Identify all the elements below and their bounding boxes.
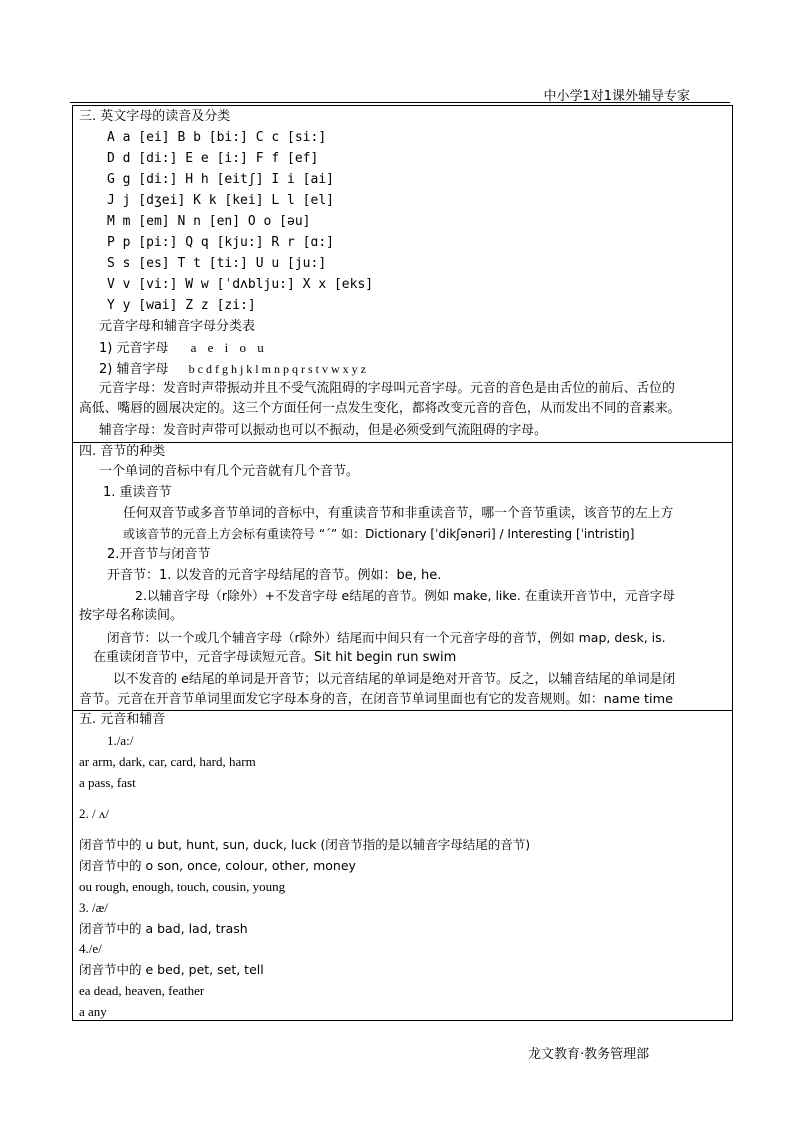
vowel-definition-1: 元音字母：发音时声带振动并且不受气流阻碍的字母叫元音字母。元音的音色是由舌位的前后、舌位的 bbox=[99, 381, 675, 396]
closed-syllable-line-2: 在重读闭音节中，元音字母读短元音。Sit hit begin run swim bbox=[93, 650, 457, 665]
letter-row-2: D d [di:] E e [i:] F f [ef] bbox=[107, 151, 319, 166]
letter-row-9: Y y [wai] Z z [zi:] bbox=[107, 298, 256, 313]
closed-syllable-line-1: 闭音节：以一个或几个辅音字母（r除外）结尾而中间只有一个元音字母的音节，例如 map, desk, is. bbox=[107, 630, 666, 645]
consonants-letters: b c d f g h j k l m n p q r s t v w x y z bbox=[188, 362, 366, 376]
consonant-definition: 辅音字母：发音时声带可以振动也可以不振动，但是必须受到气流阻碍的字母。 bbox=[99, 423, 547, 438]
consonants-label: 2) 辅音字母 bbox=[99, 362, 169, 377]
letter-row-1: A a [ei] B b [bi:] C c [si:] bbox=[107, 130, 327, 145]
section4-title: 四. 音节的种类 bbox=[79, 444, 166, 459]
sound-4-a: a any bbox=[79, 1004, 107, 1019]
sound-1-title: 1./a:/ bbox=[107, 733, 134, 748]
silent-e-line-1: 以不发音的 e结尾的单词是开音节；以元音结尾的单词是绝对开音节。反之，以辅音结尾的单词是闭 bbox=[113, 672, 676, 687]
letter-row-6: P p [pi:] Q q [kju:] R r [ɑ:] bbox=[107, 235, 334, 250]
sound-1-a: a pass, fast bbox=[79, 775, 136, 790]
classification-table-title: 元音字母和辅音字母分类表 bbox=[99, 319, 256, 334]
sound-3-a: 闭音节中的 a bad, lad, trash bbox=[79, 921, 248, 936]
open-syllable-line-3: 按字母名称读间。 bbox=[79, 608, 184, 623]
stressed-syllable-line-1: 任何双音节或多音节单词的音标中，有重读音节和非重读音节，哪一个音节重读，该音节的左上方 bbox=[123, 506, 674, 521]
stressed-syllable-line-2: 或该音节的元音上方会标有重读符号 “ˊ” 如：Dictionary [ˈdikʃənəri] / Interesting [ˈintristiŋ] bbox=[123, 527, 635, 541]
content-box bbox=[72, 105, 733, 1021]
footer-text: 龙文教育·教务管理部 bbox=[528, 1047, 650, 1062]
letter-row-3: G g [di:] H h [eitʃ] I i [ai] bbox=[107, 172, 334, 187]
sound-2-title: 2. / ʌ/ bbox=[79, 806, 109, 821]
section5-title: 五. 元音和辅音 bbox=[79, 712, 166, 727]
sound-4-title: 4./e/ bbox=[79, 941, 102, 956]
sound-3-title: 3. /æ/ bbox=[79, 900, 108, 915]
open-syllable-line-2: 2.以辅音字母（r除外）+不发音字母 e结尾的音节。例如 make, like. 在重读开音节中，元音字母 bbox=[135, 588, 675, 603]
letter-row-4: J j [dʒei] K k [kei] L l [el] bbox=[107, 193, 334, 208]
letter-row-7: S s [es] T t [ti:] U u [ju:] bbox=[107, 256, 327, 271]
open-syllable-line-1: 开音节：1. 以发音的元音字母结尾的音节。例如：be, he. bbox=[107, 568, 442, 583]
header-title: 中小学1对1课外辅导专家 bbox=[543, 89, 690, 104]
vowels-label: 1) 元音字母 bbox=[99, 341, 169, 356]
sound-2-o: 闭音节中的 o son, once, colour, other, money bbox=[79, 858, 356, 873]
sound-2-ou: ou rough, enough, touch, cousin, young bbox=[79, 879, 286, 894]
sound-4-ea: ea dead, heaven, feather bbox=[79, 983, 205, 998]
stressed-syllable-title: 1. 重读音节 bbox=[103, 485, 172, 500]
consonants-row bbox=[99, 360, 366, 379]
letter-row-8: V v [vi:] W w [ˈdʌblju:] X x [eks] bbox=[107, 277, 374, 292]
header-rule bbox=[70, 102, 730, 103]
section-divider bbox=[73, 442, 732, 443]
syllable-intro: 一个单词的音标中有几个元音就有几个音节。 bbox=[99, 464, 360, 479]
section3-title: 三. 英文字母的读音及分类 bbox=[79, 109, 231, 124]
open-closed-title: 2.开音节与闭音节 bbox=[107, 547, 211, 562]
section-divider bbox=[73, 710, 732, 711]
silent-e-line-2: 音节。元音在开音节单词里面发它字母本身的音，在闭音节单词里面也有它的发音规则。如：name time bbox=[79, 692, 673, 707]
vowels-letters: a e i o u bbox=[190, 340, 264, 355]
letter-row-5: M m [em] N n [en] O o [əu] bbox=[107, 214, 311, 229]
sound-4-e: 闭音节中的 e bed, pet, set, tell bbox=[79, 962, 264, 977]
vowel-definition-2: 高低、嘴唇的圆展决定的。这三个方面任何一点发生变化，都将改变元音的音色，从而发出不同的音素来。 bbox=[79, 401, 681, 416]
sound-1-ar: ar arm, dark, car, card, hard, harm bbox=[79, 754, 256, 769]
vowels-row bbox=[99, 339, 264, 358]
sound-2-u: 闭音节中的 u but, hunt, sun, duck, luck (闭音节指的是以辅音字母结尾的音节) bbox=[79, 837, 531, 852]
